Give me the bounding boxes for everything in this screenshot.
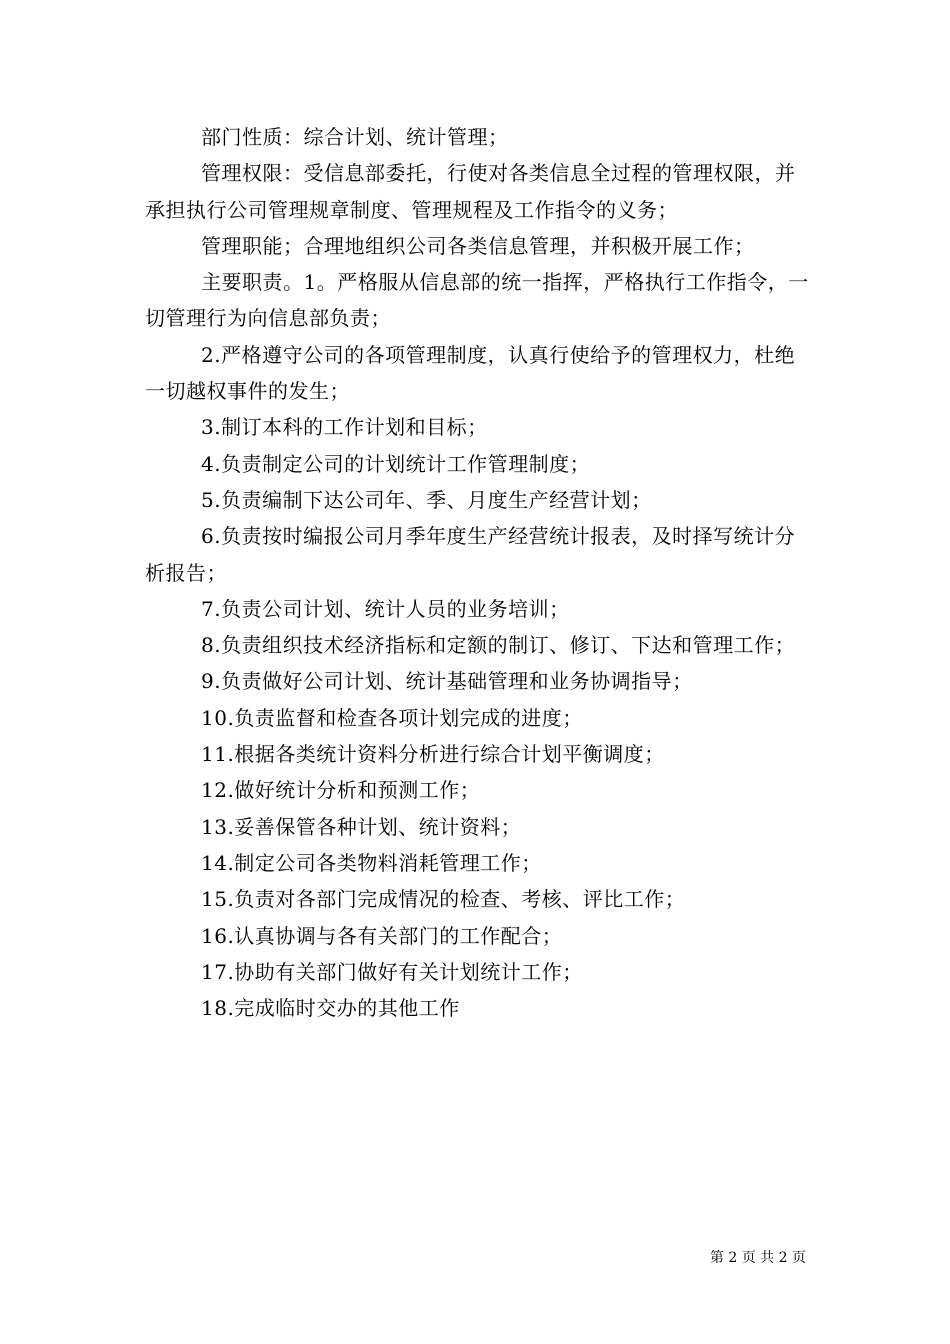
paragraph-duty-16: 16.认真协调与各有关部门的工作配合； — [201, 923, 563, 948]
document-body — [145, 119, 810, 1026]
paragraph-duty-4: 4.负责制定公司的计划统计工作管理制度； — [201, 451, 591, 476]
paragraph-duty-11: 11.根据各类统计资料分析进行综合计划平衡调度； — [201, 742, 665, 767]
paragraph-duty-5: 5.负责编制下达公司年、季、月度生产经营计划； — [201, 487, 652, 512]
paragraph-department-nature: 部门性质：综合计划、统计管理； — [201, 125, 509, 149]
paragraph-duty-10: 10.负责监督和检查各项计划完成的进度； — [201, 705, 583, 730]
paragraph-duty-14: 14.制定公司各类物料消耗管理工作； — [201, 850, 542, 875]
paragraph-duty-9: 9.负责做好公司计划、统计基础管理和业务协调指导； — [201, 669, 693, 694]
paragraph-duty-1: 主要职责。1。严格服从信息部的统一指挥，严格执行工作指令，一切管理行为向信息部负责； — [145, 270, 809, 331]
paragraph-duty-13: 13.妥善保管各种计划、统计资料； — [201, 814, 522, 839]
paragraph-management-function: 管理职能；合理地组织公司各类信息管理，并积极开展工作； — [201, 233, 755, 258]
paragraph-management-authority: 管理权限：受信息部委托，行使对各类信息全过程的管理权限，并承担执行公司管理规章制度、管理规程及工作指令的义务； — [145, 161, 796, 222]
page-number-footer: 第 2 页 共 2 页 — [709, 1250, 806, 1266]
paragraph-duty-6: 6.负责按时编报公司月季年度生产经营统计报表，及时择写统计分析报告； — [145, 524, 796, 585]
paragraph-duty-2: 2.严格遵守公司的各项管理制度，认真行使给予的管理权力，杜绝一切越权事件的发生； — [145, 342, 796, 404]
paragraph-duty-18: 18.完成临时交办的其他工作 — [201, 996, 460, 1021]
paragraph-duty-3: 3.制订本科的工作计划和目标； — [201, 415, 488, 440]
paragraph-duty-8: 8.负责组织技术经济指标和定额的制订、修订、下达和管理工作； — [201, 633, 796, 658]
paragraph-duty-15: 15.负责对各部门完成情况的检查、考核、评比工作； — [201, 887, 686, 912]
paragraph-duty-7: 7.负责公司计划、统计人员的业务培训； — [201, 596, 570, 621]
paragraph-duty-12: 12.做好统计分析和预测工作； — [201, 778, 481, 803]
paragraph-duty-17: 17.协助有关部门做好有关计划统计工作； — [201, 959, 583, 984]
